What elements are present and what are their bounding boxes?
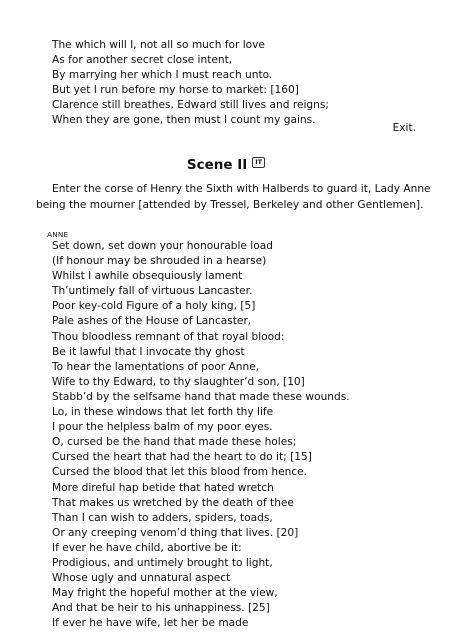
- verse-line: I pour the helpless balm of my poor eyes.: [52, 421, 273, 434]
- verse-line: Thou bloodless remnant of that royal blood:: [52, 330, 285, 343]
- verse-line: Pale ashes of the House of Lancaster,: [52, 315, 252, 328]
- verse-line: And that be heir to his unhappiness. [25]: [52, 602, 270, 615]
- verse-line: To hear the lamentations of poor Anne,: [52, 360, 260, 373]
- verse-line: Stabb’d by the selfsame hand that made these wounds.: [52, 390, 350, 403]
- verse-line: Poor key-cold Figure of a holy king, [5]: [52, 300, 256, 313]
- verse-line: The which will I, not all so much for love: [52, 39, 265, 51]
- verse-line: When they are gone, then must I count my gains.: [52, 114, 316, 127]
- verse-line: Wife to thy Edward, to thy slaughter’d son, [10]: [52, 375, 305, 388]
- verse-line: (If honour may be shrouded in a hearse): [52, 255, 267, 268]
- verse-line: Prodigious, and untimely brought to light,: [52, 556, 273, 569]
- verse-line: Cursed the blood that let this blood from hence.: [52, 466, 308, 479]
- verse-line: Cursed the heart that had the heart to do it; [15]: [52, 451, 312, 464]
- verse-line: Set down, set down your honourable load: [52, 240, 273, 252]
- verse-line: Be it lawful that I invocate thy ghost: [52, 345, 245, 358]
- verse-block-anne: [52, 239, 412, 631]
- stage-direction-line: Enter the corse of Henry the Sixth with Halberds to guard it, Lady Anne: [52, 183, 431, 195]
- verse-line: Clarence still breathes, Edward still lives and reigns;: [52, 99, 329, 112]
- verse-line: Or any creeping venom’d thing that lives. [20]: [52, 526, 299, 539]
- stage-direction: [36, 181, 431, 213]
- verse-line: Th’untimely fall of virtuous Lancaster.: [52, 285, 253, 298]
- verse-line: More direful hap betide that hated wretch: [52, 481, 274, 494]
- verse-line: Than I can wish to adders, spiders, toads,: [52, 511, 273, 524]
- verse-line: But yet I run before my horse to market: [160]: [52, 84, 299, 97]
- verse-line: By marrying her which I must reach unto.: [52, 69, 273, 82]
- verse-line: If ever he have wife, let her be made: [52, 617, 249, 630]
- speaker-name: ANNE: [47, 230, 69, 239]
- verse-line: If ever he have child, abortive be it:: [52, 541, 242, 554]
- scene-heading: [0, 156, 452, 174]
- verse-line: That makes us wretched by the death of thee: [52, 496, 294, 509]
- verse-line: As for another secret close intent,: [52, 54, 233, 67]
- verse-line: May fright the hopeful mother at the view,: [52, 587, 278, 600]
- scene-title: Scene II: [186, 157, 248, 173]
- scene-badge[interactable]: IT: [252, 157, 265, 168]
- stage-direction-line: being the mourner [attended by Tressel, Berkeley and other Gentlemen].: [36, 199, 424, 211]
- verse-line: Whilst I awhile obsequiously lament: [52, 270, 243, 283]
- verse-line: O, cursed be the hand that made these holes;: [52, 436, 297, 449]
- verse-line: Whose ugly and unnatural aspect: [52, 572, 231, 585]
- verse-block-previous-speech: [52, 38, 412, 129]
- exit-stage-direction: Exit.: [392, 122, 416, 134]
- verse-line: Lo, in these windows that let forth thy life: [52, 406, 274, 419]
